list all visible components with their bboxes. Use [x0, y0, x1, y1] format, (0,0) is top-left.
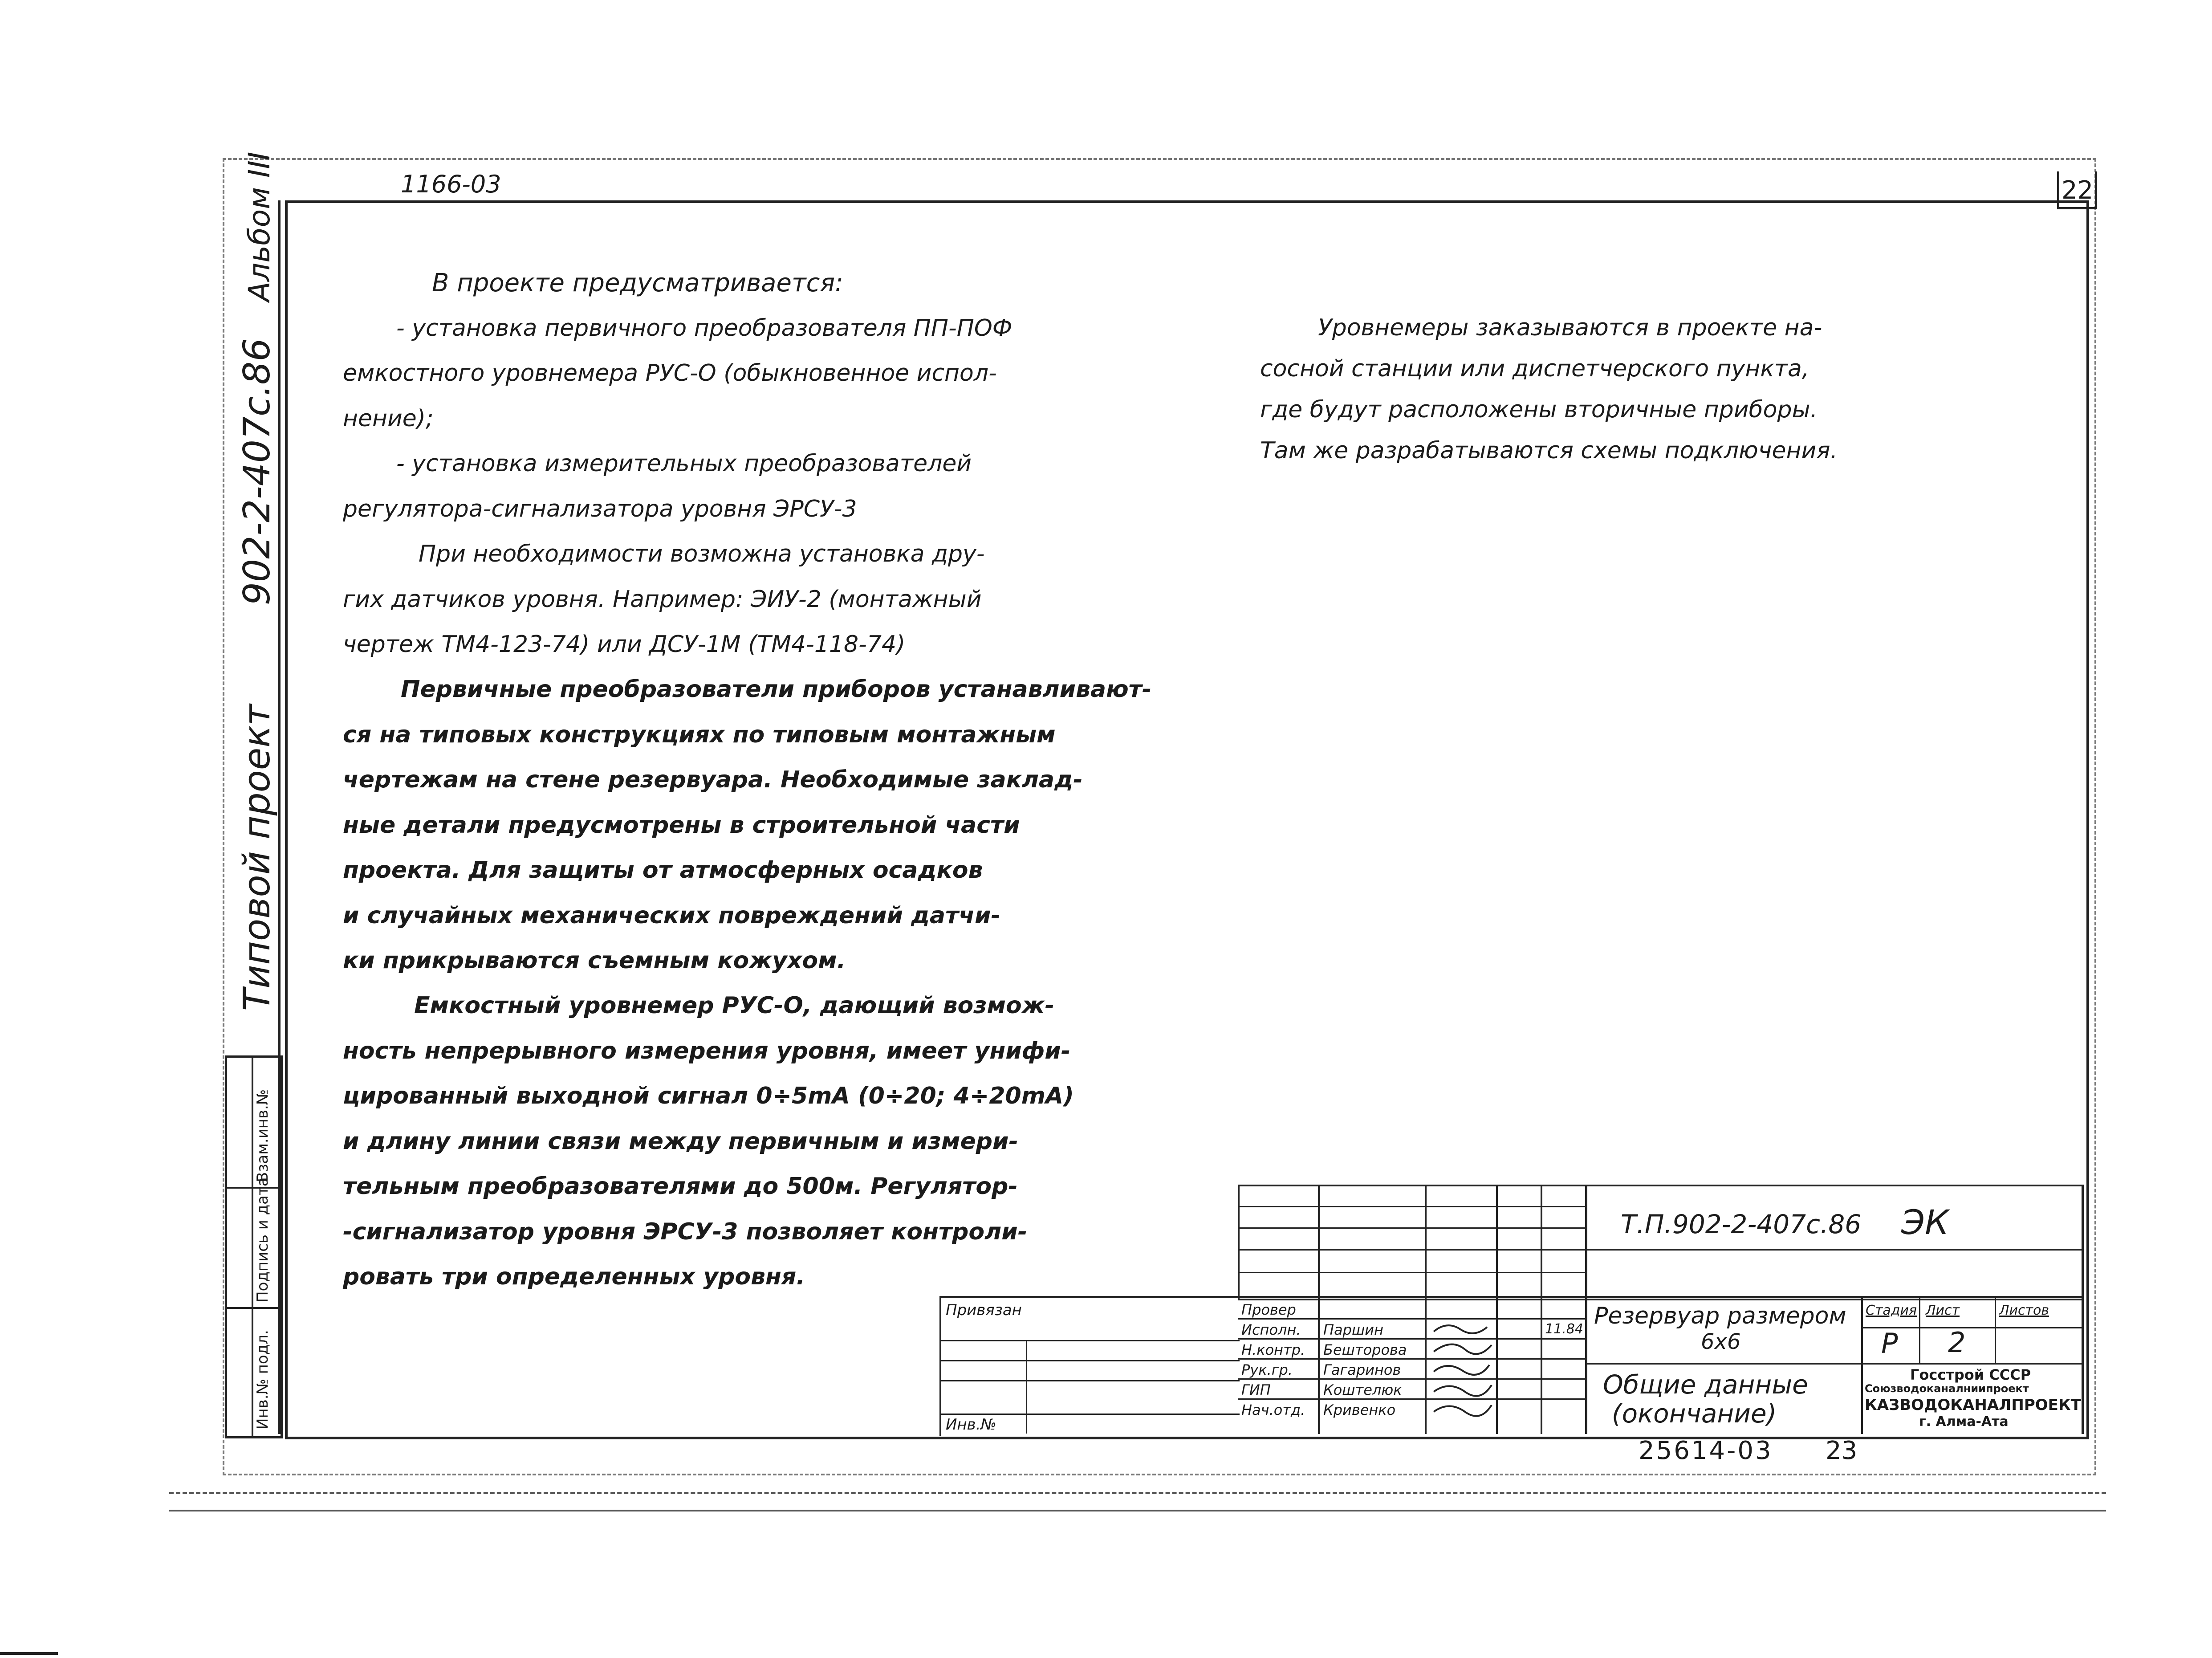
para1-line: - установка первичного преобразователя ПП-ПОФ [396, 314, 1012, 342]
side-stamp [225, 1055, 283, 1438]
side-stamp-col-divider [252, 1058, 253, 1436]
role-chief-engineer: ГИП [1241, 1381, 1271, 1398]
tb-row [1238, 1358, 1585, 1360]
object-title-2: 6х6 [1701, 1329, 1741, 1354]
side-field-replace: Взам.инв.№ [254, 1089, 272, 1182]
sheet-value: 2 [1948, 1326, 1966, 1359]
paragraph-1 [343, 261, 1189, 532]
strip-album: Альбом III [242, 151, 276, 302]
para1-line: регулятора-сигнализатора уровня ЭРСУ-3 [343, 495, 857, 522]
para1-line: В проекте предусматривается: [432, 269, 843, 297]
para3-line: чертежам на стене резервуара. Необходимые заклад- [343, 766, 1083, 793]
sheet-title-1: Общие данные [1603, 1369, 1808, 1400]
tb-row [1238, 1249, 2084, 1251]
tb-divider [1425, 1185, 1427, 1434]
stage-value: Р [1881, 1327, 1898, 1360]
role-check: Провер [1241, 1301, 1296, 1318]
para3-line: проекта. Для защиты от атмосферных осадков [343, 857, 983, 884]
strip-title: Типовой проект [236, 704, 278, 1011]
para4-line: Емкостный уровнемер РУС-О, дающий возмож- [414, 992, 1055, 1019]
org-2: Союзводоканалниипроект [1865, 1382, 2029, 1395]
attached-row [941, 1360, 1240, 1361]
tb-row [1238, 1296, 2084, 1298]
para4-line: тельным преобразователями до 500м. Регулятор- [343, 1173, 1018, 1200]
bottom-edge [0, 1652, 58, 1655]
tb-row [1238, 1227, 1585, 1229]
object-title-1: Резервуар размером [1594, 1303, 1846, 1329]
para4-line: цированный выходной сигнал 0÷5mA (0÷20; 4÷20mA) [343, 1083, 1074, 1109]
para3-line: ки прикрываются съемным кожухом. [343, 947, 846, 974]
tb-row [1238, 1272, 1585, 1273]
para2-line: чертеж ТМ4-123-74) или ДСУ-1М (ТМ4-118-74) [343, 631, 906, 658]
top-code: 1166-03 [401, 170, 501, 198]
tb-divider [1318, 1185, 1320, 1434]
page-number: 22 [2062, 176, 2094, 205]
paragraph-4 [343, 983, 1189, 1300]
tb-row [1238, 1206, 1585, 1207]
strip-code: 902-2-407с.86 [236, 338, 278, 606]
right-line: Там же разрабатываются схемы подключения. [1260, 437, 1838, 464]
para1-line: емкостного уровнемера РУС-О (обыкновенное испол- [343, 360, 997, 387]
para2-line: При необходимости возможна установка дру- [419, 541, 985, 567]
role-norm-control: Н.контр. [1241, 1341, 1305, 1358]
tb-row [1238, 1398, 1585, 1400]
right-line: Уровнемеры заказываются в проекте на- [1318, 314, 1822, 341]
role-group-head: Рук.гр. [1241, 1361, 1293, 1378]
side-strip-title [236, 152, 278, 1011]
para4-line: и длину линии связи между первичным и измери- [343, 1128, 1019, 1155]
para4-line: ность непрерывного измерения уровня, имеет унифи- [343, 1037, 1071, 1064]
inv-label: Инв.№ [946, 1416, 996, 1434]
side-field-inv: Инв.№ подл. [254, 1330, 272, 1430]
name-norm-control: Бешторова [1323, 1341, 1407, 1358]
tb-divider [1585, 1185, 1587, 1434]
org-1: Госстрой СССР [1910, 1366, 2031, 1383]
title-block [1238, 1185, 2084, 1434]
para3-line: ся на типовых конструкциях по типовым монтажным [343, 721, 1056, 748]
org-3: КАЗВОДОКАНАЛПРОЕКТ [1865, 1396, 2081, 1414]
tb-col [1919, 1298, 1920, 1364]
tb-col [1995, 1298, 1996, 1364]
para4-line: ровать три определенных уровня. [343, 1263, 805, 1290]
para3-line: ные детали предусмотрены в строительной части [343, 811, 1020, 839]
right-paragraph [1260, 307, 2062, 471]
attached-row [941, 1380, 1240, 1381]
tb-row [1238, 1318, 1585, 1320]
tb-row [1238, 1378, 1585, 1380]
sheets-label: Листов [1999, 1303, 2049, 1318]
footer-page: 23 [1826, 1436, 1858, 1465]
tb-frame-right [2082, 1185, 2084, 1434]
side-field-signature: Подпись и дата [254, 1177, 272, 1303]
paragraph-2 [343, 532, 1189, 668]
archive-number: 25614-03 [1639, 1436, 1773, 1465]
attached-label: Привязан [946, 1301, 1022, 1319]
stage-label: Стадия [1866, 1303, 1917, 1318]
attached-block [939, 1296, 1240, 1436]
sheet-label: Лист [1926, 1303, 1960, 1318]
name-executor: Паршин [1323, 1321, 1383, 1338]
side-stamp-row-divider [227, 1307, 281, 1309]
tb-col [1861, 1363, 2084, 1364]
tb-col [1861, 1298, 1863, 1434]
sheet-title-2: (окончание) [1612, 1398, 1777, 1429]
right-line: где будут расположены вторичные приборы. [1260, 396, 1818, 423]
tb-divider [1496, 1185, 1498, 1434]
para3-line: Первичные преобразователи приборов устанавливают- [401, 676, 1152, 703]
name-dept-head: Кривенко [1323, 1401, 1396, 1418]
attached-row [941, 1414, 1240, 1415]
tb-divider [1541, 1185, 1542, 1434]
role-executor: Исполн. [1241, 1321, 1301, 1338]
para4-line: -сигнализатор уровня ЭРСУ-3 позволяет контроли- [343, 1218, 1028, 1245]
scan-line [169, 1510, 2106, 1511]
role-dept-head: Нач.отд. [1241, 1401, 1305, 1418]
name-group-head: Гагаринов [1323, 1361, 1401, 1378]
scan-line [169, 1492, 2106, 1494]
para3-line: и случайных механических повреждений датчи- [343, 902, 1000, 929]
org-4: г. Алма-Ата [1919, 1414, 2009, 1430]
name-chief-engineer: Коштелюк [1323, 1381, 1402, 1398]
paragraph-3 [343, 667, 1189, 984]
attached-row [941, 1340, 1240, 1341]
doc-mark: ЭК [1901, 1202, 1949, 1242]
para1-line: - установка измерительных преобразователей [396, 450, 972, 477]
doc-code: Т.П.902-2-407с.86 [1621, 1209, 1862, 1239]
sign-date: 11.84 [1545, 1321, 1583, 1337]
title-block-upper [1238, 1185, 2084, 1300]
para1-line: нение); [343, 405, 434, 432]
attached-col [1026, 1340, 1027, 1434]
right-line: сосной станции или диспетчерского пункта, [1260, 355, 1809, 382]
signatures [1429, 1318, 1496, 1421]
tb-row [1238, 1338, 1585, 1340]
para2-line: гих датчиков уровня. Например: ЭИУ-2 (монтажный [343, 586, 982, 613]
